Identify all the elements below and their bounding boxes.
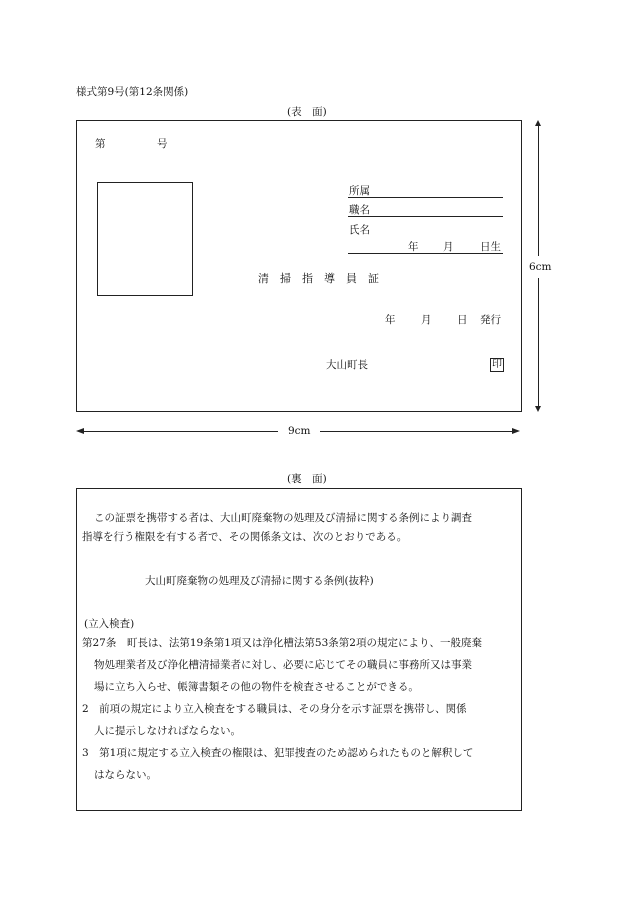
height-arrow-line-top	[538, 124, 539, 256]
article-27-line-3: 場に立ち入らせ、帳簿書類その他の物件を検査させることができる。	[94, 681, 419, 693]
seal-stamp: 印	[492, 359, 502, 370]
affiliation-label: 所属	[349, 185, 370, 197]
number-suffix: 号	[157, 138, 168, 150]
article-27-line-2: 物処理業者及び浄化槽清掃業者に対し、必要に応じてその職員に事務所又は事業	[94, 659, 472, 671]
issue-year: 年	[385, 314, 396, 326]
paragraph-2-line-2: 人に提示しなければならない。	[94, 725, 241, 737]
issuer: 大山町長	[326, 359, 368, 371]
birth-year: 年	[408, 241, 419, 253]
height-label: 6cm	[529, 261, 552, 273]
back-heading: (裏 面)	[287, 473, 327, 485]
paragraph-3-line-2: はならない。	[94, 769, 157, 781]
article-27-line-1: 第27条 町長は、法第19条第1項又は浄化槽法第53条第2項の規定により、一般廃棄	[82, 637, 482, 649]
paragraph-3-line-1: 3 第1項に規定する立入検査の権限は、犯罪捜査のため認められたものと解釈して	[82, 747, 474, 759]
height-arrow-bottom-icon	[535, 406, 541, 412]
front-card	[76, 120, 522, 412]
form-label: 様式第9号(第12条関係)	[76, 86, 189, 98]
width-arrow-right-icon	[512, 428, 520, 434]
issue-month: 月	[421, 314, 432, 326]
number-prefix: 第	[95, 138, 106, 150]
photo-placeholder	[97, 182, 193, 296]
section-heading: (立入検査)	[84, 618, 135, 630]
width-arrow-line-right	[320, 431, 516, 432]
height-arrow-line-bottom	[538, 278, 539, 408]
back-card	[76, 488, 522, 811]
position-line	[348, 216, 503, 217]
intro-line-2: 指導を行う権限を有する者で、その関係条文は、次のとおりである。	[82, 531, 408, 543]
width-label: 9cm	[288, 425, 311, 437]
birth-day: 日生	[480, 241, 501, 253]
width-arrow-line-left	[80, 431, 278, 432]
paragraph-2-line-1: 2 前項の規定により立入検査をする職員は、その身分を示す証票を携帯し、関係	[82, 703, 467, 715]
front-heading: (表 面)	[287, 106, 327, 118]
issue-day: 日	[457, 314, 468, 326]
issue-label: 発行	[480, 314, 501, 326]
affiliation-line	[348, 197, 503, 198]
birth-month: 月	[443, 241, 454, 253]
position-label: 職名	[349, 204, 370, 216]
intro-line-1: この証票を携帯する者は、大山町廃棄物の処理及び清掃に関する条例により調査	[94, 512, 472, 524]
name-label: 氏名	[349, 224, 370, 236]
birth-line	[348, 253, 503, 254]
card-title: 清 掃 指 導 員 証	[258, 272, 379, 285]
ordinance-title: 大山町廃棄物の処理及び清掃に関する条例(抜粋)	[145, 575, 374, 587]
